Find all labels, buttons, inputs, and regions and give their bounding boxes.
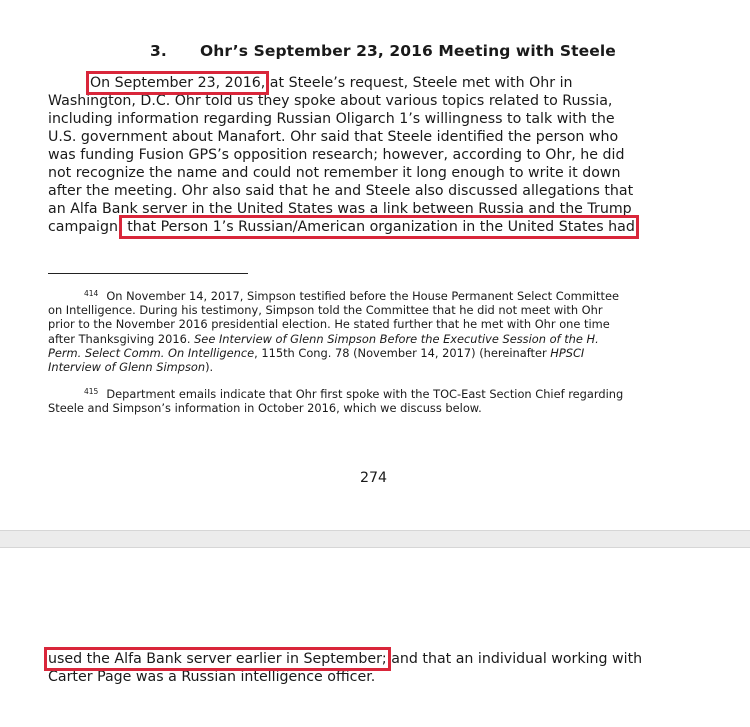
footnote-line: on Intelligence. During his testimony, Simpson told the Committee that he did not meet with Ohr	[48, 303, 603, 318]
section-title: Ohr’s September 23, 2016 Meeting with Steele	[200, 42, 616, 60]
footnote-line: Steele and Simpson’s information in October 2016, which we discuss below.	[48, 401, 482, 416]
page-break	[0, 530, 750, 548]
footnote-citation: Interview of Glenn Simpson	[48, 360, 206, 375]
paragraph-line-2: Washington, D.C. Ohr told us they spoke about various topics related to Russia,	[48, 93, 613, 109]
highlight-person-1: that Person 1’s Russian/American organization in the United States had	[122, 219, 635, 235]
paragraph-line-1: and that an individual working with	[386, 651, 643, 667]
footnote-separator	[48, 273, 248, 274]
section-heading	[150, 42, 616, 60]
main-paragraph	[48, 74, 708, 236]
paragraph-line-3: including information regarding Russian Oligarch 1’s willingness to talk with the	[48, 111, 615, 127]
footnote-line: after Thanksgiving 2016.	[48, 331, 195, 346]
paragraph-line-9: campaign;	[48, 219, 123, 235]
footnote-line: ).	[205, 360, 214, 375]
paragraph-line-2: Carter Page was a Russian intelligence officer.	[48, 669, 376, 685]
footnote-line: Department emails indicate that Ohr first spoke with the TOC-East Section Chief regarding	[106, 387, 624, 401]
paragraph-line-4: U.S. government about Manafort. Ohr said that Steele identified the person who	[48, 129, 619, 145]
footnote-line: , 115th Cong. 78 (November 14, 2017) (hereinafter	[254, 345, 551, 360]
paragraph-line-6: not recognize the name and could not remember it long enough to write it down	[48, 165, 621, 181]
footnote-line: On November 14, 2017, Simpson testified before the House Permanent Select Committee	[106, 289, 619, 303]
footnote-citation: Perm. Select Comm. On Intelligence	[48, 345, 255, 360]
continued-paragraph	[48, 650, 708, 686]
footnote-citation: HPSCI	[550, 345, 585, 360]
paragraph-line-8: an Alfa Bank server in the United States was a link between Russia and the Trump	[48, 201, 632, 217]
page-number: 274	[360, 470, 388, 486]
footnote-marker: 415	[84, 387, 99, 396]
footnote-citation: See Interview of Glenn Simpson Before the Executive Session of the H.	[194, 331, 599, 346]
footnote-415	[48, 385, 708, 415]
paragraph-line-5: was funding Fusion GPS’s opposition research; however, according to Ohr, he did	[48, 147, 625, 163]
footnote-414	[48, 287, 708, 374]
section-number: 3.	[150, 42, 167, 60]
highlight-alfa-bank-server: used the Alfa Bank server earlier in September;	[48, 651, 387, 667]
footnote-line: prior to the November 2016 presidential election. He stated further that he met with Ohr one time	[48, 317, 610, 332]
highlight-date: On September 23, 2016,	[90, 75, 266, 91]
footnote-marker: 414	[84, 289, 99, 298]
paragraph-line-7: after the meeting. Ohr also said that he and Steele also discussed allegations that	[48, 183, 634, 199]
paragraph-line-1: at Steele’s request, Steele met with Ohr in	[265, 75, 573, 91]
document-page-275	[0, 548, 750, 727]
